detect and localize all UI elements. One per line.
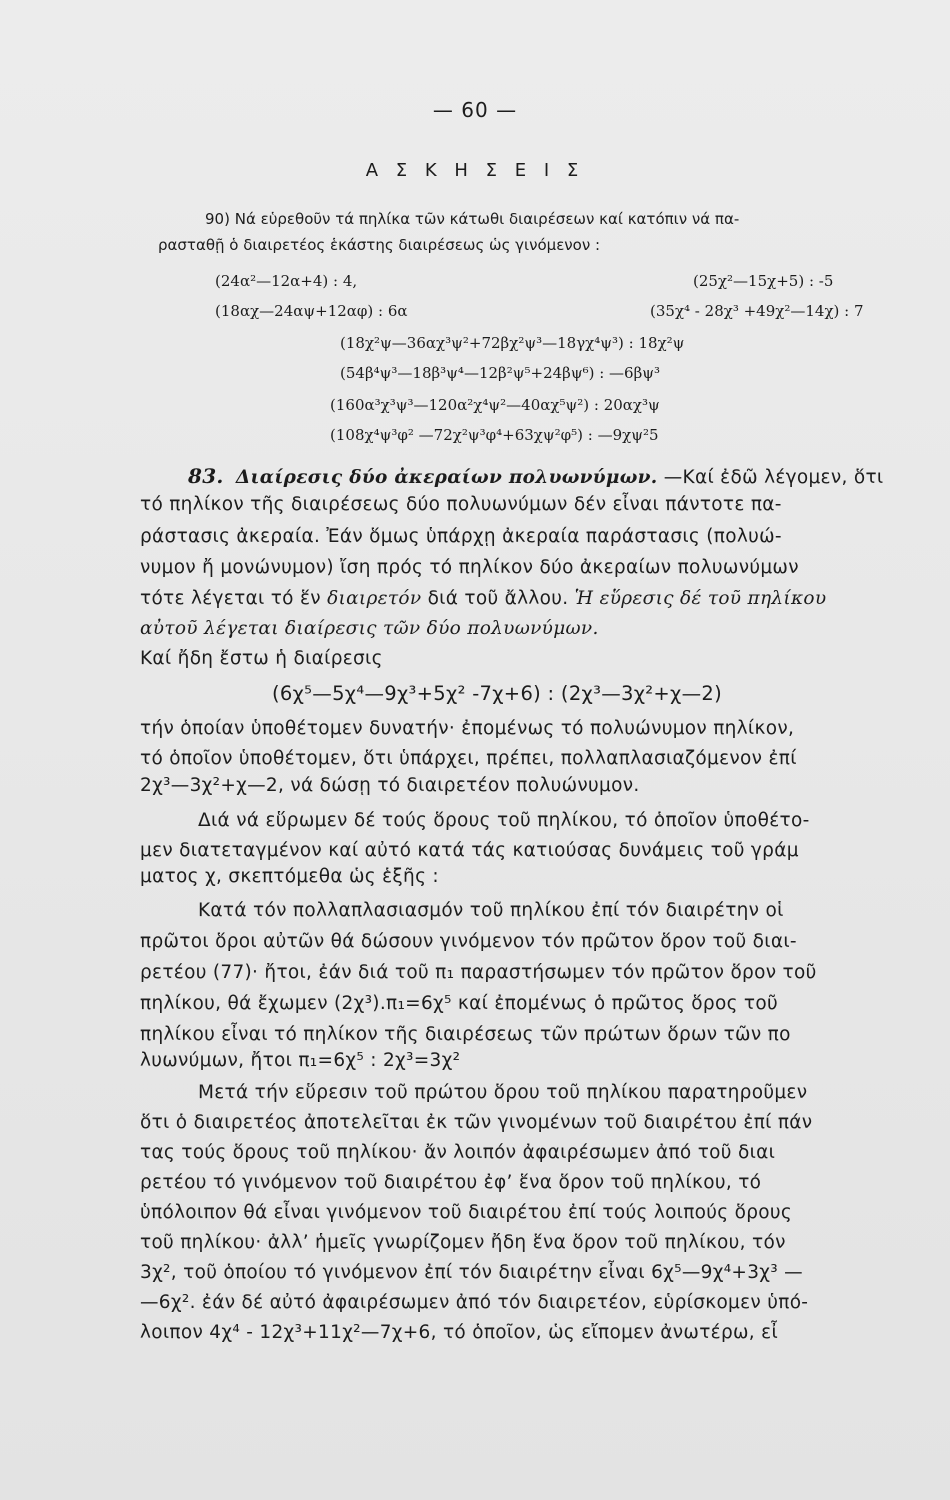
expr-right: (25χ²—15χ+5) : -5 <box>693 272 834 290</box>
paragraph-line: τοῦ πηλίκου· ἀλλ’ ἡμεῖς γνωρίζομεν ἤδη ἕνα ὅρον τοῦ πηλίκου, τόν <box>140 1232 786 1253</box>
section-title: Διαίρεσις δύο ἀκεραίων πολυωνύμων. <box>235 467 658 488</box>
paragraph-line: πρῶτοι ὅροι αὐτῶν θά δώσουν γινόμενον τόν πρῶτον ὅρον τοῦ διαι- <box>140 931 797 952</box>
paragraph-line: τό ὁποῖον ὑποθέτομεν, ὅτι ὑπάρχει, πρέπει, πολλαπλασιαζόμενον ἐπί <box>140 748 797 769</box>
section-text: —Καί ἐδῶ λέγομεν, ὅτι <box>663 467 884 488</box>
page-number: — 60 — <box>432 98 518 122</box>
paragraph-line: Μετά τήν εὕρεσιν τοῦ πρώτου ὅρου τοῦ πηλίκου παρατηροῦμεν <box>198 1082 808 1103</box>
paragraph-line: Κατά τόν πολλαπλασιασμόν τοῦ πηλίκου ἐπί τόν διαιρέτην οἱ <box>198 900 784 921</box>
exercise-number: 90) <box>205 210 230 228</box>
paragraph-line: 2χ³—3χ²+χ—2, νά δώσῃ τό διαιρετέον πολυώνυμον. <box>140 775 640 796</box>
expr-right: (35χ⁴ - 28χ³ +49χ²—14χ) : 7 <box>650 302 864 320</box>
italic-definition-line: αὐτοῦ λέγεται διαίρεσις τῶν δύο πολυωνύμων. <box>140 618 599 639</box>
section-number: 83. <box>188 464 224 488</box>
exercise-90-line-2: ρασταθῇ ὁ διαιρετέος ἑκάστης διαιρέσεως ὡς γινόμενον : <box>158 236 601 254</box>
exercise-expression: (160α³χ³ψ³—120α²χ⁴ψ²—40αχ⁵ψ²) : 20αχ³ψ <box>330 396 660 414</box>
paragraph-line: ὑπόλοιπον θά εἶναι γινόμενον τοῦ διαιρέτου ἐπί τούς λοιπούς ὅρους <box>140 1202 793 1223</box>
expr-left: (24α²—12α+4) : 4, <box>215 272 358 290</box>
paragraph-line: τήν ὁποίαν ὑποθέτομεν δυνατήν· ἐπομένως τό πολυώνυμον πηλίκον, <box>140 718 795 739</box>
division-formula: (6χ⁵—5χ⁴—9χ³+5χ² -7χ+6) : (2χ³—3χ²+χ—2) <box>272 682 723 705</box>
section-83-title-line <box>188 464 920 488</box>
paragraph-line: Διά νά εὕρωμεν δέ τούς ὅρους τοῦ πηλίκου, τό ὁποῖον ὑποθέτο- <box>198 810 810 831</box>
intro-line: Καί ἤδη ἔστω ἡ διαίρεσις <box>140 648 383 669</box>
exercise-expression: (54β⁴ψ³—18β³ψ⁴—12β²ψ⁵+24βψ⁶) : —6βψ³ <box>340 364 661 382</box>
paragraph-line: πηλίκου, θά ἔχωμεν (2χ³).π₁=6χ⁵ καί ἐπομένως ὁ πρῶτος ὅρος τοῦ <box>140 993 778 1014</box>
italic-definition: Ἡ εὕρεσις δέ τοῦ πηλίκου <box>574 588 827 609</box>
exercise-row-2 <box>215 302 920 320</box>
paragraph-line: 3χ², τοῦ ὁποίου τό γινόμενον ἐπί τόν διαιρέτην εἶναι 6χ⁵—9χ⁴+3χ³ — <box>140 1262 803 1283</box>
exercise-row-1 <box>215 272 920 290</box>
section-text-line: νυμον ἤ μονώνυμον) ἴση πρός τό πηλίκον δύο ἀκεραίων πολυωνύμων <box>140 557 799 578</box>
section-text-line: ράστασις ἀκεραία. Ἐάν ὅμως ὑπάρχῃ ἀκεραία παράστασις (πολυώ- <box>140 526 782 547</box>
exercise-expression: (18χ²ψ—36αχ³ψ²+72βχ²ψ³—18γχ⁴ψ³) : 18χ²ψ <box>340 334 685 352</box>
paragraph-line: ρετέου (77)· ἤτοι, ἐάν διά τοῦ π₁ παραστήσωμεν τόν πρῶτον ὅρον τοῦ <box>140 962 817 983</box>
section-text-line: τότε λέγεται τό ἕν διαιρετόν διά τοῦ ἄλλου. Ἡ εὕρεσις δέ τοῦ πηλίκου <box>140 588 827 609</box>
paragraph-line: —6χ². ἐάν δέ αὐτό ἀφαιρέσωμεν ἀπό τόν διαιρετέον, εὑρίσκομεν ὑπό- <box>140 1292 809 1313</box>
paragraph-line: πηλίκου εἶναι τό πηλίκον τῆς διαιρέσεως τῶν πρώτων ὅρων τῶν πο <box>140 1024 791 1045</box>
section-text-line: τό πηλίκον τῆς διαιρέσεως δύο πολυωνύμων δέν εἶναι πάντοτε πα- <box>140 494 782 515</box>
paragraph-line: λυωνύμων, ἤτοι π₁=6χ⁵ : 2χ³=3χ² <box>140 1050 461 1071</box>
exercise-90-line-1 <box>205 210 920 228</box>
exercise-expression: (108χ⁴ψ³φ² —72χ²ψ³φ⁴+63χψ²φ⁵) : —9χψ²5 <box>330 426 659 444</box>
expr-left: (18αχ—24αψ+12αφ) : 6α <box>215 302 408 320</box>
exercise-text: Νά εὑρεθοῦν τά πηλίκα τῶν κάτωθι διαιρέσεων καί κατόπιν νά πα- <box>234 210 740 228</box>
paragraph-line: ματος χ, σκεπτόμεθα ὡς ἑξῆς : <box>140 866 439 887</box>
paragraph-line: τας τούς ὅρους τοῦ πηλίκου· ἄν λοιπόν ἀφαιρέσωμεν ἀπό τοῦ διαι <box>140 1142 776 1163</box>
exercises-heading: Α Σ Κ Η Σ Ε Ι Σ <box>365 160 585 181</box>
italic-term: διαιρετόν <box>327 588 422 609</box>
paragraph-line: ρετέου τό γινόμενον τοῦ διαιρέτου ἐφ’ ἕνα ὅρον τοῦ πηλίκου, τό <box>140 1172 762 1193</box>
paragraph-line: ὅτι ὁ διαιρετέος ἀποτελεῖται ἐκ τῶν γινομένων τοῦ διαιρέτου ἐπί πάν <box>140 1112 813 1133</box>
paragraph-line: λοιπον 4χ⁴ - 12χ³+11χ²—7χ+6, τό ὁποῖον, ὡς εἴπομεν ἀνωτέρω, εἶ <box>140 1322 779 1343</box>
paragraph-line: μεν διατεταγμένον καί αὐτό κατά τάς κατιούσας δυνάμεις τοῦ γράμ <box>140 840 799 861</box>
